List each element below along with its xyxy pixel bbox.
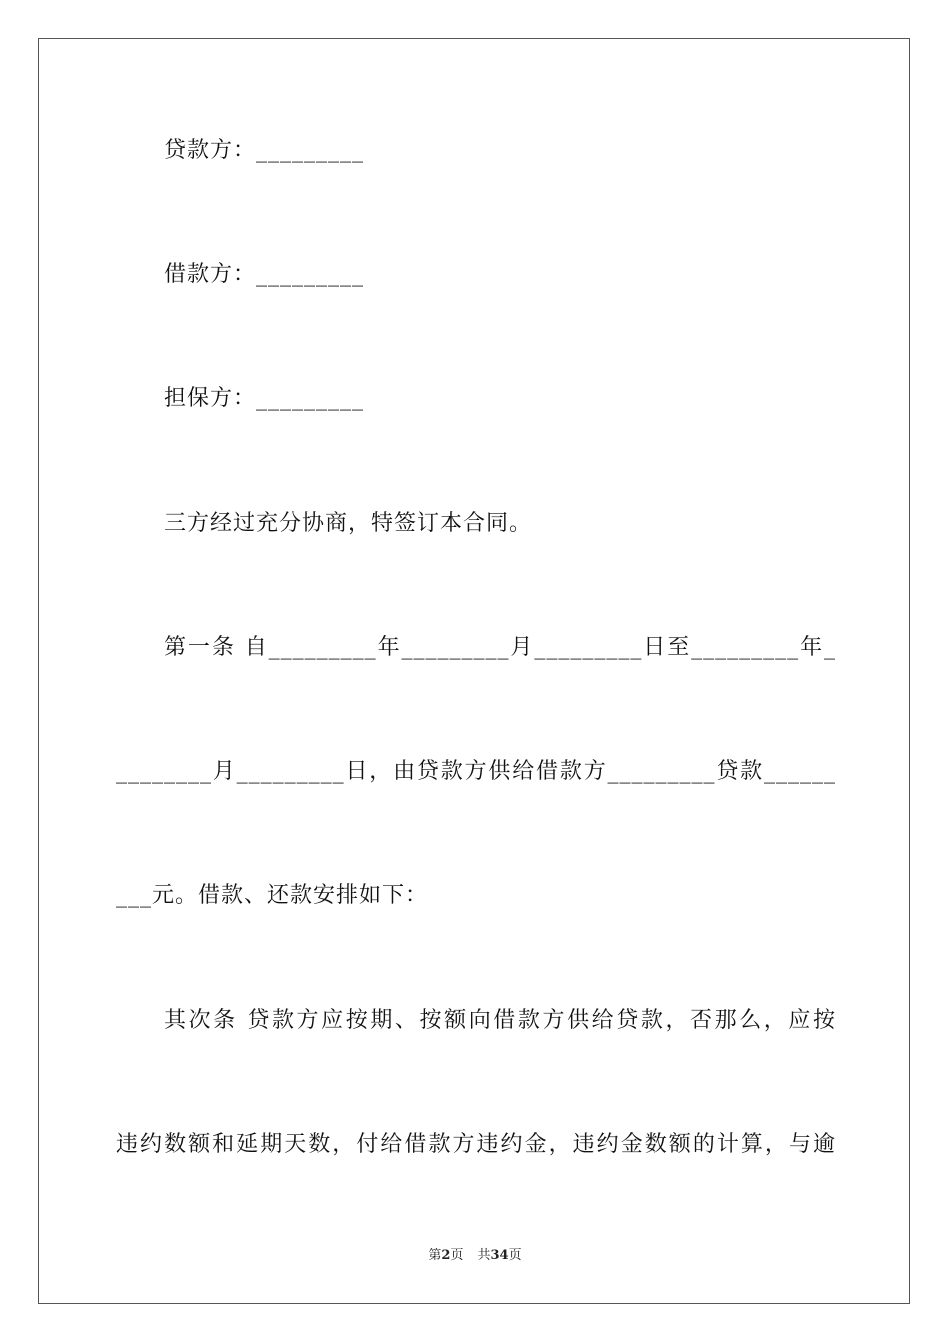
- footer-page-number: 2: [441, 1248, 451, 1263]
- footer-total-prefix: 共: [477, 1248, 491, 1263]
- footer-page-prefix: 第: [428, 1248, 442, 1263]
- borrower-line: 借款方：_________: [164, 262, 365, 287]
- article-1-line-2: ________月_________日，由贷款方供给借款方_________贷款______: [116, 759, 836, 784]
- article-1-line-3: ___元。借款、还款安排如下：: [116, 883, 429, 908]
- article-2-line-1: 其次条 贷款方应按期、按额向借款方供给贷款，否那么，应按: [164, 1008, 836, 1033]
- page-footer: [0, 1247, 950, 1265]
- guarantor-line: 担保方：_________: [164, 386, 365, 411]
- footer-page-suffix: 页: [450, 1248, 464, 1263]
- footer-total-suffix: 页: [508, 1248, 522, 1263]
- article-2-line-2: 违约数额和延期天数，付给借款方违约金，违约金数额的计算，与逾: [116, 1132, 836, 1157]
- footer-total-pages: 34: [490, 1248, 509, 1263]
- lender-line: 贷款方：_________: [164, 138, 365, 163]
- page-border: [38, 38, 910, 1304]
- agreement-line: 三方经过充分协商，特签订本合同。: [164, 511, 533, 536]
- article-1-line-1: 第一条 自_________年_________月_________日至_________年_: [164, 635, 836, 660]
